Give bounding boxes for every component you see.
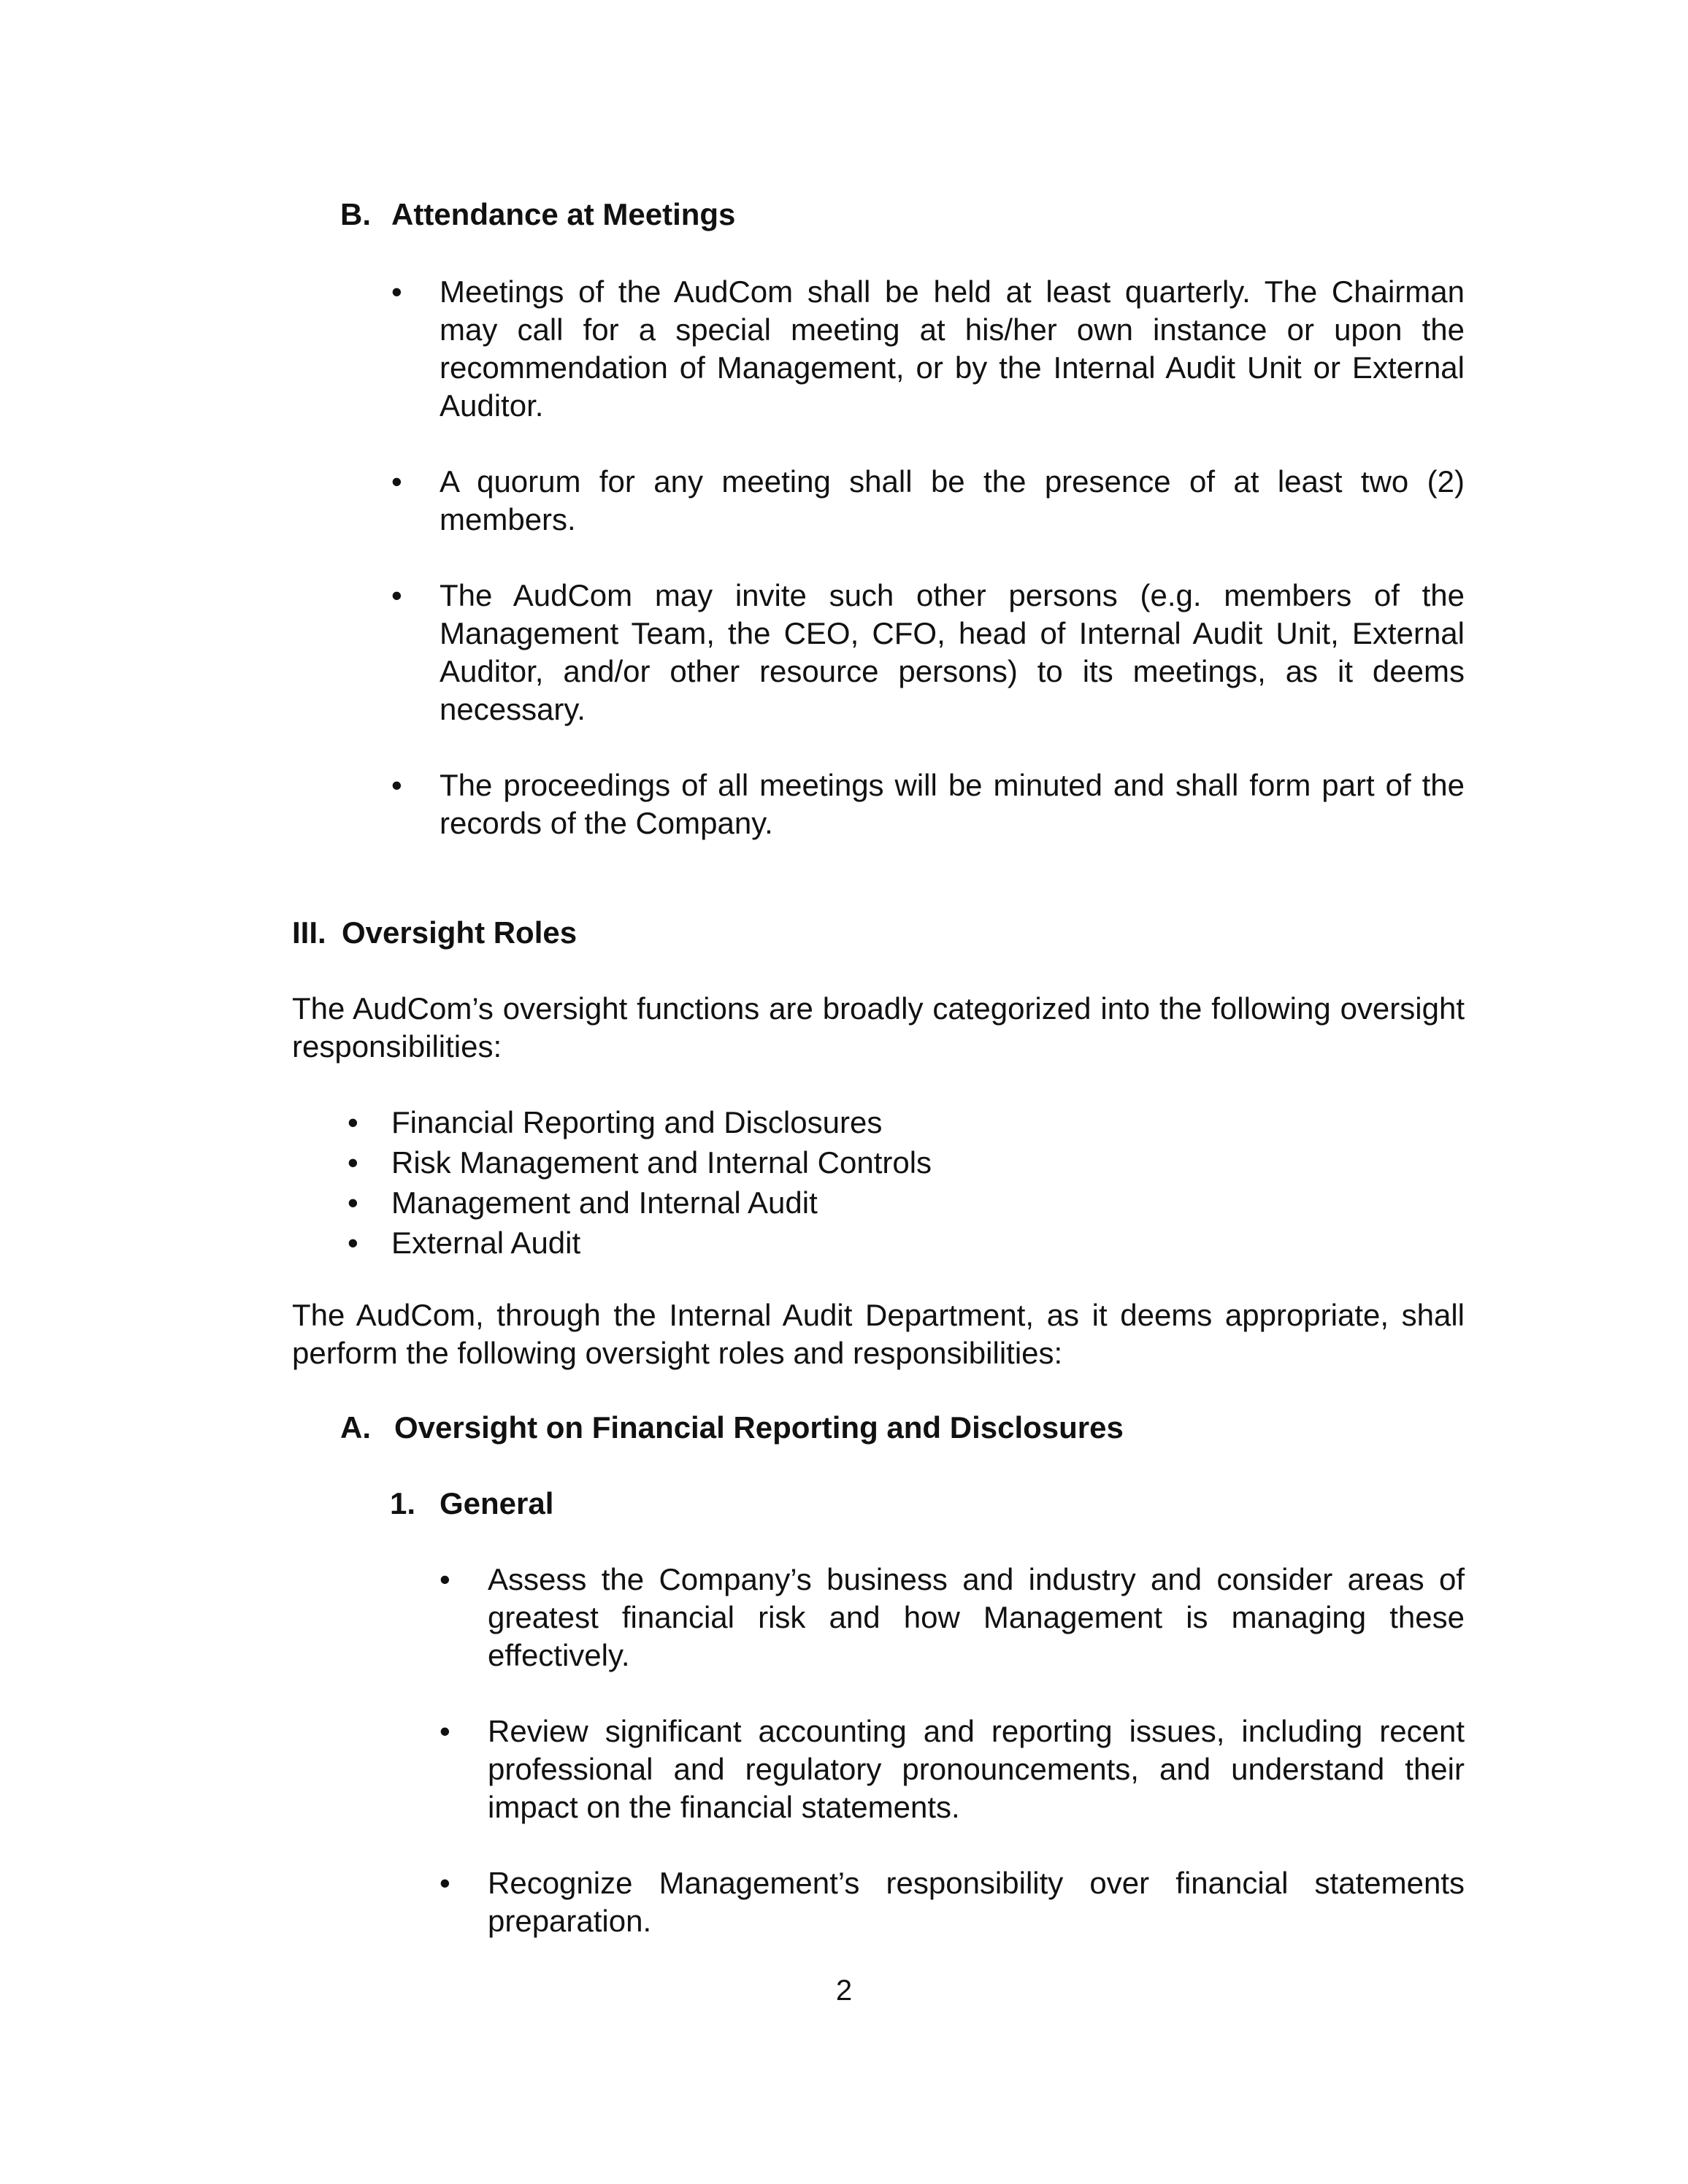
bullet-icon: • bbox=[440, 1562, 450, 1596]
bullet-icon: • bbox=[391, 464, 402, 499]
bullet-icon: • bbox=[391, 768, 402, 802]
section-iii-title: Oversight Roles bbox=[342, 915, 578, 950]
bullet-icon: • bbox=[440, 1714, 450, 1748]
subsection-1-title: General bbox=[440, 1486, 554, 1520]
list-item bbox=[440, 1712, 1465, 1826]
section-a-number: A. bbox=[340, 1410, 371, 1445]
bullet-icon: • bbox=[391, 274, 402, 309]
category-label: External Audit bbox=[391, 1226, 581, 1260]
section-a-heading bbox=[340, 1409, 1124, 1447]
section-b-number: B. bbox=[340, 197, 371, 231]
category-label: Financial Reporting and Disclosures bbox=[391, 1105, 883, 1139]
bullet-icon: • bbox=[348, 1105, 358, 1139]
section-b-title: Attendance at Meetings bbox=[391, 197, 736, 231]
bullet-text: The AudCom may invite such other persons (e.g. members of the Management Team, the CEO, CFO, head of Internal Audit Unit, External Auditor, and/or other resource persons) to its meetings, as it deems necessary. bbox=[440, 578, 1465, 726]
section-iii-heading bbox=[292, 914, 577, 952]
bullet-text: Recognize Management’s responsibility over financial statements preparation. bbox=[488, 1866, 1465, 1938]
section-b-heading bbox=[340, 196, 735, 234]
oversight-categories-list bbox=[348, 1102, 1224, 1263]
list-item bbox=[348, 1223, 1224, 1263]
outro-paragraph: The AudCom, through the Internal Audit Department, as it deems appropriate, shall perform the following oversight roles and responsibilities: bbox=[292, 1298, 1465, 1370]
list-item bbox=[391, 463, 1465, 539]
list-item bbox=[348, 1142, 1224, 1183]
intro-paragraph: The AudCom’s oversight functions are broadly categorized into the following oversight responsibilities: bbox=[292, 991, 1465, 1064]
bullet-text: Review significant accounting and reporting issues, including recent professional and regulatory pronouncements, and understand their impact on the financial statements. bbox=[488, 1714, 1465, 1824]
section-a-title: Oversight on Financial Reporting and Disclosures bbox=[394, 1410, 1124, 1445]
list-item bbox=[440, 1864, 1465, 1940]
bullet-icon: • bbox=[440, 1866, 450, 1900]
bullet-icon: • bbox=[348, 1226, 358, 1260]
category-label: Management and Internal Audit bbox=[391, 1185, 818, 1220]
section-iii-number: III. bbox=[292, 915, 326, 950]
bullet-icon: • bbox=[348, 1145, 358, 1180]
bullet-text: A quorum for any meeting shall be the presence of at least two (2) members. bbox=[440, 464, 1465, 537]
list-item bbox=[440, 1561, 1465, 1674]
bullet-text: The proceedings of all meetings will be minuted and shall form part of the records of the Company. bbox=[440, 768, 1465, 840]
subsection-1-heading bbox=[390, 1485, 553, 1523]
bullet-text: Assess the Company’s business and industry and consider areas of greatest financial risk and how Management is managing these effectively. bbox=[488, 1562, 1465, 1672]
bullet-icon: • bbox=[348, 1185, 358, 1220]
page-number: 2 bbox=[835, 1975, 853, 2007]
bullet-text: Meetings of the AudCom shall be held at least quarterly. The Chairman may call for a special meeting at his/her own instance or upon the recommendation of Management, or by the Internal Audit Unit or External Auditor. bbox=[440, 274, 1465, 423]
subsection-1-number: 1. bbox=[390, 1486, 416, 1520]
list-item bbox=[348, 1183, 1224, 1223]
list-item bbox=[391, 577, 1465, 730]
list-item bbox=[391, 766, 1465, 842]
list-item bbox=[348, 1102, 1224, 1142]
list-item bbox=[391, 273, 1465, 426]
bullet-icon: • bbox=[391, 578, 402, 612]
category-label: Risk Management and Internal Controls bbox=[391, 1145, 932, 1180]
